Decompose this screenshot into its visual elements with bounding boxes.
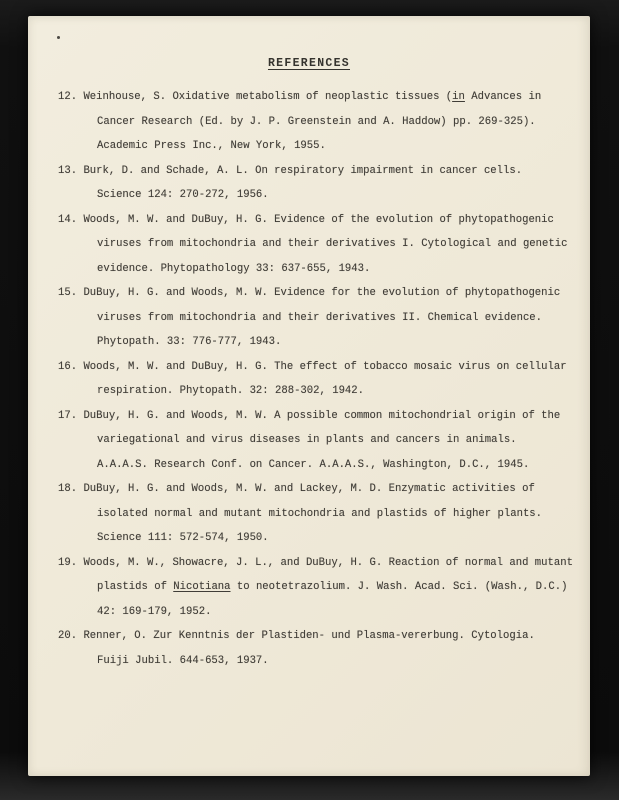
underlined-text: in [452,91,465,103]
text-segment: Academic Press Inc., New York, 1955. [97,140,326,152]
reference-line [58,85,572,110]
reference-line [58,208,572,233]
reference-number: 18. [58,483,84,495]
text-segment: Phytopath. 33: 776-777, 1943. [97,336,282,348]
text-segment: Science 124: 270-272, 1956. [97,189,269,201]
text-segment: DuBuy, H. G. and Woods, M. W. A possible common mitochondrial origin of the [83,409,561,422]
reference-number: 17. [58,409,84,422]
reference-line [97,600,572,625]
document-page [28,16,590,776]
reference-line [97,232,572,257]
reference-item [58,551,572,625]
text-segment: isolated normal and mutant mitochondria and plastids of higher plants. [97,507,543,520]
reference-number: 16. [58,360,84,373]
reference-item [58,159,572,208]
text-segment: Science 111: 572-574, 1950. [97,532,269,544]
text-segment: Advances in [464,91,542,103]
reference-item [58,624,572,673]
reference-line [97,110,572,135]
text-segment: evidence. Phytopathology 33: 637-655, 1943. [97,262,371,275]
text-segment: Woods, M. W., Showacre, J. L., and DuBuy, H. G. Reaction of normal and mutant [83,556,573,569]
reference-line [97,502,572,527]
text-segment: respiration. Phytopath. 32: 288-302, 1942. [97,385,365,397]
text-segment: plastids of [97,581,174,593]
reference-number: 14. [58,213,84,226]
reference-line [97,183,572,208]
reference-item [58,477,572,551]
reference-item [58,404,572,478]
reference-line [97,649,572,674]
page-title: REFERENCES [267,57,350,70]
text-segment: 42: 169-179, 1952. [97,605,212,618]
reference-number: 20. [58,630,84,642]
text-segment: Weinhouse, S. Oxidative metabolism of neoplastic tissues ( [83,91,453,103]
reference-line [97,379,572,404]
text-segment: Cancer Research (Ed. by J. P. Greenstein and A. Haddow) pp. 269-325). [97,115,536,128]
text-segment: DuBuy, H. G. and Woods, M. W. and Lackey, M. D. Enzymatic activities of [83,483,535,495]
reference-line [58,159,572,184]
reference-line [97,428,572,453]
reference-line [58,477,572,502]
text-segment: viruses from mitochondria and their derivatives II. Chemical evidence. [97,311,543,324]
underlined-text: Nicotiana [173,581,231,593]
text-segment: Renner, O. Zur Kenntnis der Plastiden- und Plasma-vererbung. Cytologia. [83,630,535,642]
reference-item [58,355,572,404]
text-segment: DuBuy, H. G. and Woods, M. W. Evidence for the evolution of phytopathogenic [83,287,561,299]
reference-line [58,551,573,576]
text-segment: viruses from mitochondria and their derivatives I. Cytological and genetic [97,238,568,250]
reference-number: 19. [58,556,84,569]
reference-number: 15. [58,287,84,299]
reference-number: 12. [58,91,84,103]
text-segment: Woods, M. W. and DuBuy, H. G. The effect of tobacco mosaic virus on cellular [83,360,567,373]
reference-line [97,575,572,600]
reference-line [97,257,572,282]
ink-speck [57,36,60,39]
reference-item [58,281,572,355]
reference-line [58,355,572,380]
reference-line [58,624,572,649]
reference-line [97,134,572,159]
reference-number: 13. [58,164,84,177]
reference-line [58,404,572,429]
text-segment: variegational and virus diseases in plants and cancers in animals. [97,434,517,446]
reference-line [97,306,572,331]
text-segment: Woods, M. W. and DuBuy, H. G. Evidence of the evolution of phytopathogenic [83,213,554,226]
reference-line [97,526,572,551]
reference-line [97,453,572,478]
reference-line [97,330,572,355]
text-segment: Burk, D. and Schade, A. L. On respiratory impairment in cancer cells. [83,164,523,177]
reference-item [58,208,572,282]
references-list [58,85,572,673]
reference-line [58,281,572,306]
text-segment: Fuiji Jubil. 644-653, 1937. [97,654,269,667]
text-segment: to neotetrazolium. J. Wash. Acad. Sci. (Wash., D.C.) [230,581,568,593]
text-segment: A.A.A.S. Research Conf. on Cancer. A.A.A.S., Washington, D.C., 1945. [97,458,530,471]
reference-item [58,85,572,159]
